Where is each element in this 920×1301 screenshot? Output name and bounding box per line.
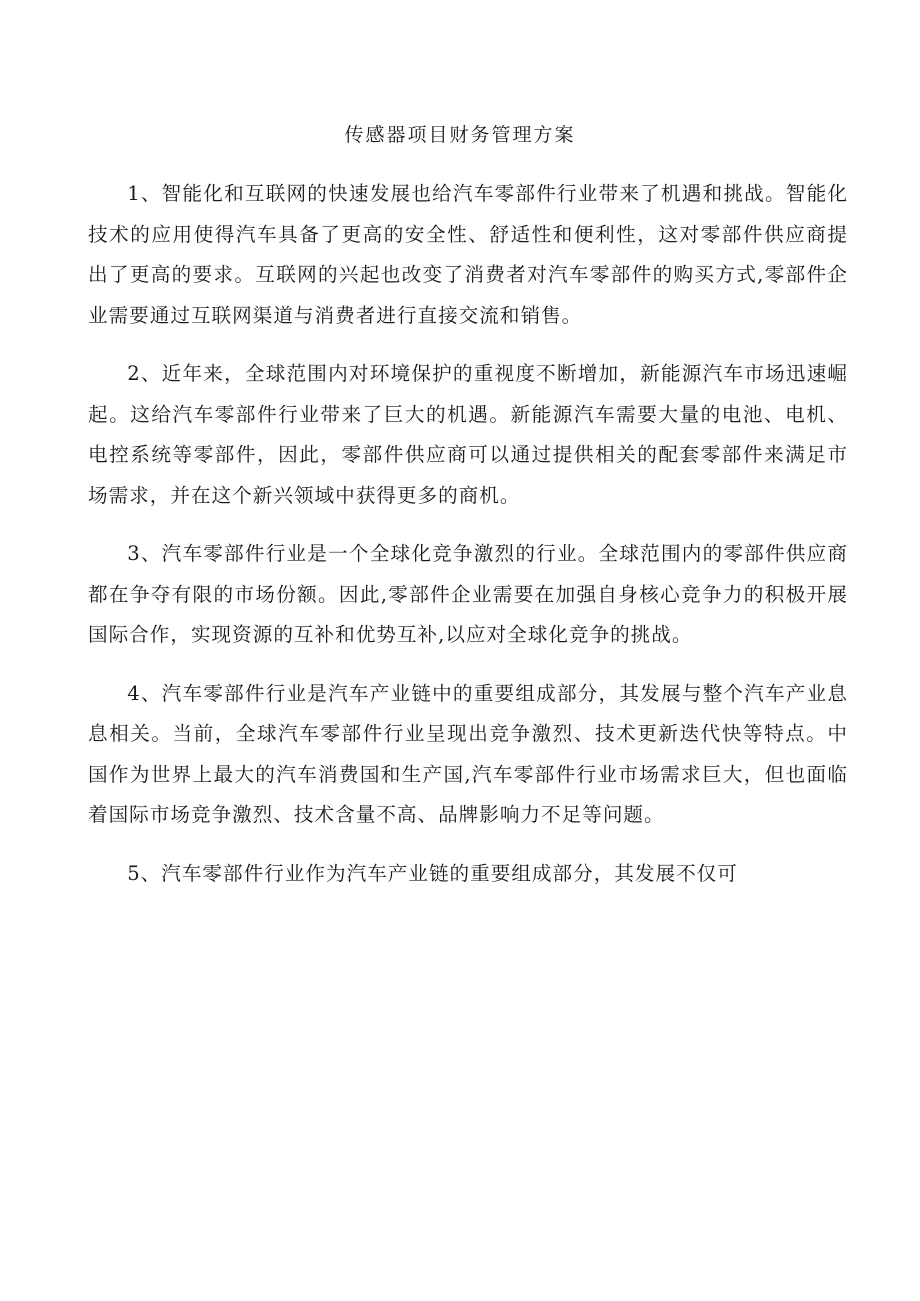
paragraph-5: 5、汽车零部件行业作为汽车产业链的重要组成部分，其发展不仅可 [127, 861, 738, 885]
paragraph-4: 4、汽车零部件行业是汽车产业链中的重要组成部分，其发展与整个汽车产业息息相关。当前，全球汽车零部件行业呈现出竞争激烈、技术更新迭代快等特点。中国作为世界上最大的汽车消费国和生产国,汽车零部件行业市场需求巨大，但也面临着国际市场竞争激烈、技术含量不高、品牌影响力不足等问题。 [88, 681, 848, 826]
paragraph-3: 3、汽车零部件行业是一个全球化竞争激烈的行业。全球范围内的零部件供应商都在争夺有限的市场份额。因此,零部件企业需要在加强自身核心竞争力的积极开展国际合作，实现资源的互补和优势互补,以应对全球化竞争的挑战。 [88, 542, 848, 646]
paragraph-1: 1、智能化和互联网的快速发展也给汽车零部件行业带来了机遇和挑战。智能化技术的应用使得汽车具备了更高的安全性、舒适性和便利性，这对零部件供应商提出了更高的要求。互联网的兴起也改变了消费者对汽车零部件的购买方式,零部件企业需要通过互联网渠道与消费者进行直接交流和销售。 [88, 182, 848, 327]
paragraph-2: 2、近年来，全球范围内对环境保护的重视度不断增加，新能源汽车市场迅速崛起。这给汽车零部件行业带来了巨大的机遇。新能源汽车需要大量的电池、电机、电控系统等零部件，因此，零部件供应商可以通过提供相关的配套零部件来满足市场需求，并在这个新兴领域中获得更多的商机。 [88, 362, 848, 507]
document-body [88, 174, 848, 912]
document-title: 传感器项目财务管理方案 [344, 124, 576, 146]
